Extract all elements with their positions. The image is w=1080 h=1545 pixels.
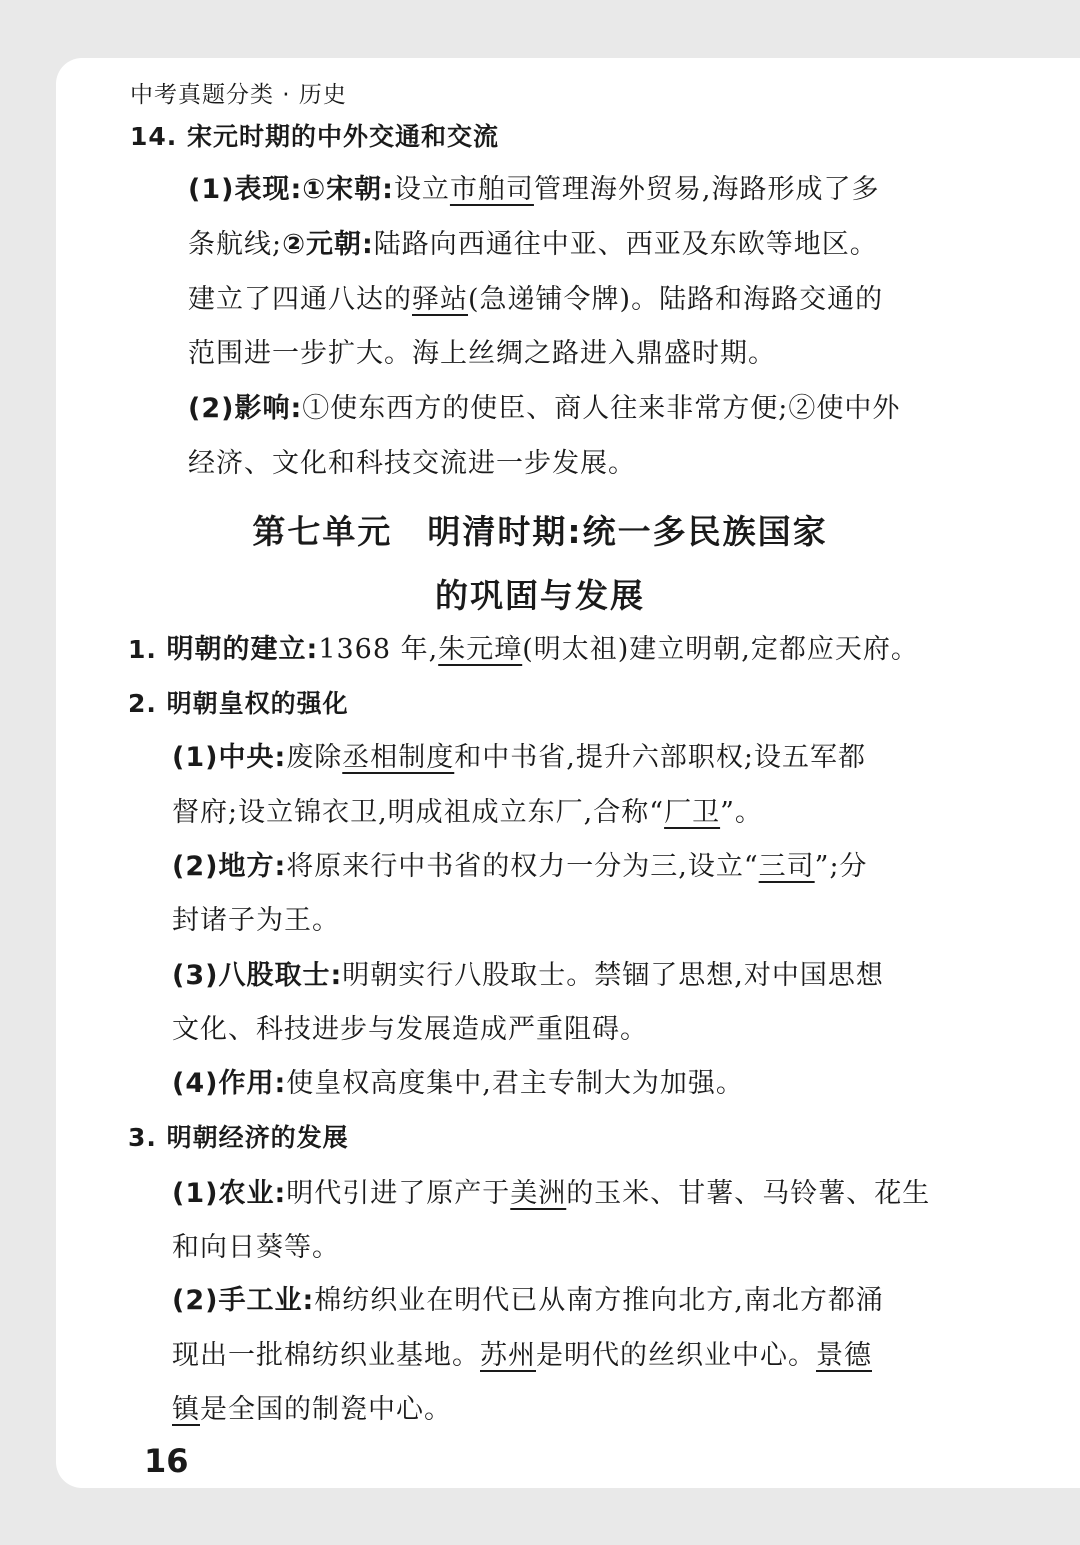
text-line — [172, 962, 884, 989]
item-title: 明朝皇权的强化 — [166, 689, 349, 718]
item-3-heading — [128, 1125, 349, 1150]
text-line — [172, 1180, 930, 1207]
sub-label: (3)八股取士: — [172, 960, 343, 991]
sub-label: (1)农业: — [172, 1178, 287, 1209]
text-line — [188, 395, 900, 422]
inline-label: ①宋朝: — [302, 174, 394, 205]
text-line — [172, 1070, 744, 1097]
inline-label: ②元朝: — [282, 229, 374, 260]
text-line: 和向日葵等。 — [172, 1232, 340, 1263]
underlined-term: 苏州 — [480, 1340, 536, 1371]
underlined-term: 镇 — [172, 1394, 200, 1425]
text-run: 条航线; — [188, 229, 283, 260]
text-run: (明太祖)建立明朝,定都应天府。 — [522, 634, 919, 665]
item-title: 明朝经济的发展 — [166, 1123, 349, 1152]
item-1 — [128, 636, 919, 663]
text-run: 现出一批棉纺织业基地。 — [172, 1340, 480, 1371]
sub-label: (1)中央: — [172, 742, 287, 773]
underlined-term: 驿站 — [412, 284, 468, 315]
text-line — [172, 744, 866, 771]
underlined-term: 景德 — [816, 1340, 872, 1371]
text-run: 是全国的制瓷中心。 — [200, 1394, 452, 1425]
text-run: ”。 — [720, 797, 763, 828]
text-line — [172, 1342, 872, 1369]
text-run: 明朝实行八股取士。禁锢了思想,对中国思想 — [342, 960, 884, 991]
sub-label: (1)表现: — [188, 174, 303, 205]
text-run: 将原来行中书省的权力一分为三,设立“ — [286, 851, 759, 882]
text-run: 是明代的丝织业中心。 — [536, 1340, 816, 1371]
text-run: 设立 — [393, 174, 450, 205]
item-2-heading — [128, 691, 349, 716]
text-line — [172, 1396, 452, 1423]
text-line: 范围进一步扩大。海上丝绸之路进入鼎盛时期。 — [188, 338, 776, 369]
sub-label: (2)手工业: — [172, 1285, 315, 1316]
text-run: 使皇权高度集中,君主专制大为加强。 — [286, 1068, 744, 1099]
text-run: 建立了四通八达的 — [188, 284, 412, 315]
text-line — [188, 231, 878, 258]
sub-label: (4)作用: — [172, 1068, 287, 1099]
item-label: 明朝的建立: — [166, 634, 319, 665]
page-sheet — [56, 58, 1080, 1488]
text-run: 的玉米、甘薯、马铃薯、花生 — [566, 1178, 931, 1209]
text-run: 明代引进了原产于 — [286, 1178, 511, 1209]
item-number: 14. — [130, 122, 178, 151]
text-run: 废除 — [286, 742, 343, 773]
underlined-term: 美洲 — [510, 1178, 567, 1209]
item-title: 宋元时期的中外交通和交流 — [187, 122, 500, 151]
text-line: 封诸子为王。 — [172, 905, 340, 936]
unit-title-line-1: 第七单元 明清时期:统一多民族国家 — [252, 512, 828, 551]
underlined-term: 三司 — [758, 851, 815, 882]
sub-label: (2)地方: — [172, 851, 287, 882]
underlined-term: 市舶司 — [449, 174, 534, 205]
text-run: ①使东西方的使臣、商人往来非常方便;②使中外 — [302, 393, 901, 424]
text-line — [188, 176, 880, 203]
underlined-term: 朱元璋 — [438, 634, 523, 665]
text-run: 管理海外贸易,海路形成了多 — [533, 174, 880, 205]
text-run: 1368 年, — [318, 634, 439, 665]
underlined-term: 厂卫 — [664, 797, 721, 828]
item-number: 2. — [128, 689, 157, 718]
text-line: 经济、文化和科技交流进一步发展。 — [188, 448, 636, 479]
sub-label: (2)影响: — [188, 393, 303, 424]
text-run: ”;分 — [814, 851, 868, 882]
text-run: (急递铺令牌)。陆路和海路交通的 — [468, 284, 884, 315]
text-run: 督府;设立锦衣卫,明成祖成立东厂,合称“ — [172, 797, 665, 828]
unit-title-line-2: 的巩固与发展 — [435, 576, 645, 615]
text-line — [172, 799, 763, 826]
page-number: 16 — [144, 1442, 189, 1480]
text-run: 棉纺织业在明代已从南方推向北方,南北方都涌 — [314, 1285, 884, 1316]
text-run: 陆路向西通往中亚、西亚及东欧等地区。 — [373, 229, 878, 260]
text-line — [188, 286, 883, 313]
text-line: 文化、科技进步与发展造成严重阻碍。 — [172, 1014, 648, 1045]
item-14-heading — [130, 124, 499, 149]
underlined-term: 丞相制度 — [342, 742, 455, 773]
running-header: 中考真题分类 · 历史 — [130, 82, 347, 108]
item-number: 3. — [128, 1123, 157, 1152]
item-number: 1. — [128, 635, 157, 664]
text-line — [172, 853, 868, 880]
text-line — [172, 1287, 884, 1314]
text-run: 和中书省,提升六部职权;设五军都 — [454, 742, 866, 773]
